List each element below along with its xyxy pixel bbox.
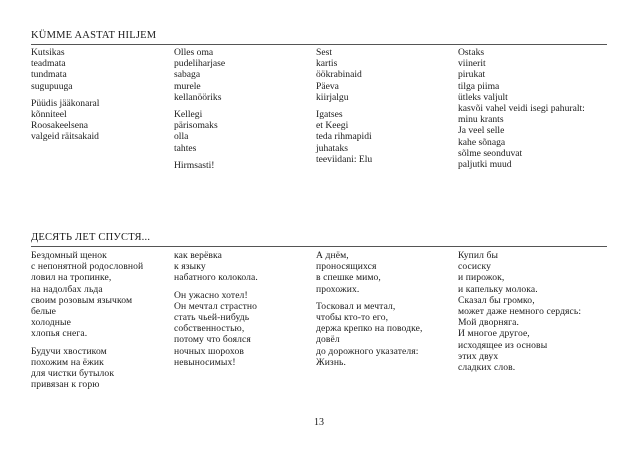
poem-line: Roosakeelsena bbox=[31, 120, 89, 132]
stanza bbox=[174, 160, 314, 171]
poem-line: sabaga bbox=[174, 69, 201, 81]
poem-line: этих двух bbox=[458, 350, 499, 362]
poem-line: для чистки бутылок bbox=[31, 368, 115, 380]
poem-line: хлопья снега. bbox=[31, 328, 88, 340]
poem-column bbox=[174, 47, 314, 177]
poem-line: Мой дворняга. bbox=[458, 317, 519, 329]
poem-line: pirukat bbox=[458, 69, 486, 81]
stanza bbox=[31, 98, 171, 143]
poem-column bbox=[31, 250, 171, 396]
poem-line: ütleks valjult bbox=[458, 91, 508, 103]
poem-line: kõnniteel bbox=[31, 109, 67, 121]
poem-line: проносящихся bbox=[316, 261, 377, 273]
poem-line: Купил бы bbox=[458, 250, 499, 261]
poem-line: сладких слов. bbox=[458, 362, 516, 374]
poem-line: pärisomaks bbox=[174, 120, 218, 132]
poem-line: ловил на тропинке, bbox=[31, 272, 112, 284]
poem-line: в спешке мимо, bbox=[316, 272, 381, 284]
poem-line: et Keegi bbox=[316, 120, 349, 132]
poem-line: Он ужасно хотел! bbox=[174, 289, 248, 301]
poem-line: teeviidani: Elu bbox=[316, 153, 373, 165]
poem-line: Igatses bbox=[316, 109, 343, 121]
poem-line: до дорожного указателя: bbox=[316, 345, 419, 357]
poem-line: öökrabinaid bbox=[316, 69, 362, 81]
poem-line: Kutsikas bbox=[31, 47, 65, 58]
poem-line: Ja veel selle bbox=[458, 125, 505, 137]
poem-line: viinerit bbox=[458, 58, 486, 70]
poem-column bbox=[316, 47, 456, 171]
poem-line: teadmata bbox=[31, 58, 66, 70]
poem-line: juhataks bbox=[316, 142, 348, 154]
poem-line: Ostaks bbox=[458, 47, 485, 58]
poem-line: стать чьей-нибудь bbox=[174, 312, 250, 324]
poem-line: потому что боялся bbox=[174, 334, 251, 346]
poem-line: довёл bbox=[316, 334, 340, 346]
poem-line: и пирожок, bbox=[458, 272, 505, 284]
poem-line: А днём, bbox=[316, 250, 349, 261]
poem-line: невыносимых! bbox=[174, 356, 236, 368]
poem-line: может даже немного сердясь: bbox=[458, 306, 582, 318]
poem-column bbox=[458, 47, 598, 176]
poem-line: Olles oma bbox=[174, 47, 214, 58]
poem-line: Püüdis jääkonaral bbox=[31, 97, 100, 109]
poem-line: kiirjalgu bbox=[316, 91, 349, 103]
poem-line: pudeliharjase bbox=[174, 58, 226, 70]
poem-line: tundmata bbox=[31, 69, 67, 81]
poem-line: И многое другое, bbox=[458, 328, 530, 340]
poem-line: Sest bbox=[316, 47, 332, 58]
poem-line: Kellegi bbox=[174, 109, 203, 121]
stanza bbox=[174, 109, 314, 154]
poem-line: Он мечтал страстно bbox=[174, 300, 258, 312]
stanza bbox=[458, 47, 598, 170]
stanza bbox=[31, 250, 171, 340]
poem-line: на надолбах льда bbox=[31, 283, 103, 295]
page-number: 13 bbox=[314, 417, 324, 428]
poem-line: холодные bbox=[31, 317, 71, 329]
poem-line: valgeid räitsakaid bbox=[31, 131, 99, 143]
section-title: ДЕСЯТЬ ЛЕТ СПУСТЯ... bbox=[31, 232, 151, 243]
poem-line: исходящее из основы bbox=[458, 339, 548, 351]
stanza bbox=[316, 301, 456, 368]
poem-column bbox=[458, 250, 598, 379]
poem-line: murele bbox=[174, 80, 201, 92]
poem-line: к языку bbox=[174, 261, 206, 273]
poem-column bbox=[174, 250, 314, 374]
stanza bbox=[174, 47, 314, 103]
poem-line: Hirmsasti! bbox=[174, 159, 215, 171]
section-divider bbox=[31, 44, 607, 45]
poem-column bbox=[31, 47, 171, 149]
poem-line: kahe sõnaga bbox=[458, 136, 506, 148]
poem-line: teda rihmapidi bbox=[316, 131, 372, 143]
poem-column bbox=[316, 250, 456, 374]
poem-line: своим розовым язычком bbox=[31, 294, 133, 306]
stanza bbox=[316, 47, 456, 103]
poem-line: kartis bbox=[316, 58, 338, 70]
poem-line: с непонятной родословной bbox=[31, 261, 144, 273]
poem-line: похожим на ёжик bbox=[31, 356, 104, 368]
poem-line: paljutki muud bbox=[458, 159, 512, 171]
poem-line: olla bbox=[174, 131, 189, 143]
section-title: KÜMME AASTAT HILJEM bbox=[31, 30, 157, 41]
stanza bbox=[31, 346, 171, 391]
poem-line: kasvõi vahel veidi isegi pahuralt: bbox=[458, 103, 585, 115]
poem-line: и капельку молока. bbox=[458, 283, 538, 295]
stanza bbox=[31, 47, 171, 92]
poem-line: Будучи хвостиком bbox=[31, 345, 107, 357]
stanza bbox=[458, 250, 598, 373]
poem-line: Жизнь. bbox=[316, 356, 347, 368]
poem-line: Сказал бы громко, bbox=[458, 294, 535, 306]
poem-line: Тосковал и мечтал, bbox=[316, 300, 396, 312]
stanza bbox=[316, 250, 456, 295]
section-divider bbox=[31, 246, 607, 247]
poem-line: Päeva bbox=[316, 80, 339, 92]
poem-line: держа крепко на поводке, bbox=[316, 323, 423, 335]
poem-line: как верёвка bbox=[174, 250, 223, 261]
poem-line: сосиску bbox=[458, 261, 491, 273]
poem-line: sõlme seonduvat bbox=[458, 147, 523, 159]
poem-line: набатного колокола. bbox=[174, 272, 258, 284]
poem-line: minu krants bbox=[458, 114, 504, 126]
stanza bbox=[316, 109, 456, 165]
poem-line: ночных шорохов bbox=[174, 345, 244, 357]
poem-line: прохожих. bbox=[316, 283, 360, 295]
poem-line: собственностью, bbox=[174, 323, 245, 335]
poem-line: kellanööriks bbox=[174, 91, 222, 103]
poem-line: tahtes bbox=[174, 142, 197, 154]
poem-line: чтобы кто-то его, bbox=[316, 312, 389, 324]
poem-line: sugupuuga bbox=[31, 80, 73, 92]
poem-line: tilga piima bbox=[458, 80, 500, 92]
poem-line: Бездомный щенок bbox=[31, 250, 107, 261]
poem-line: белые bbox=[31, 306, 57, 318]
stanza bbox=[174, 290, 314, 368]
poem-line: привязан к горю bbox=[31, 379, 100, 391]
stanza bbox=[174, 250, 314, 284]
